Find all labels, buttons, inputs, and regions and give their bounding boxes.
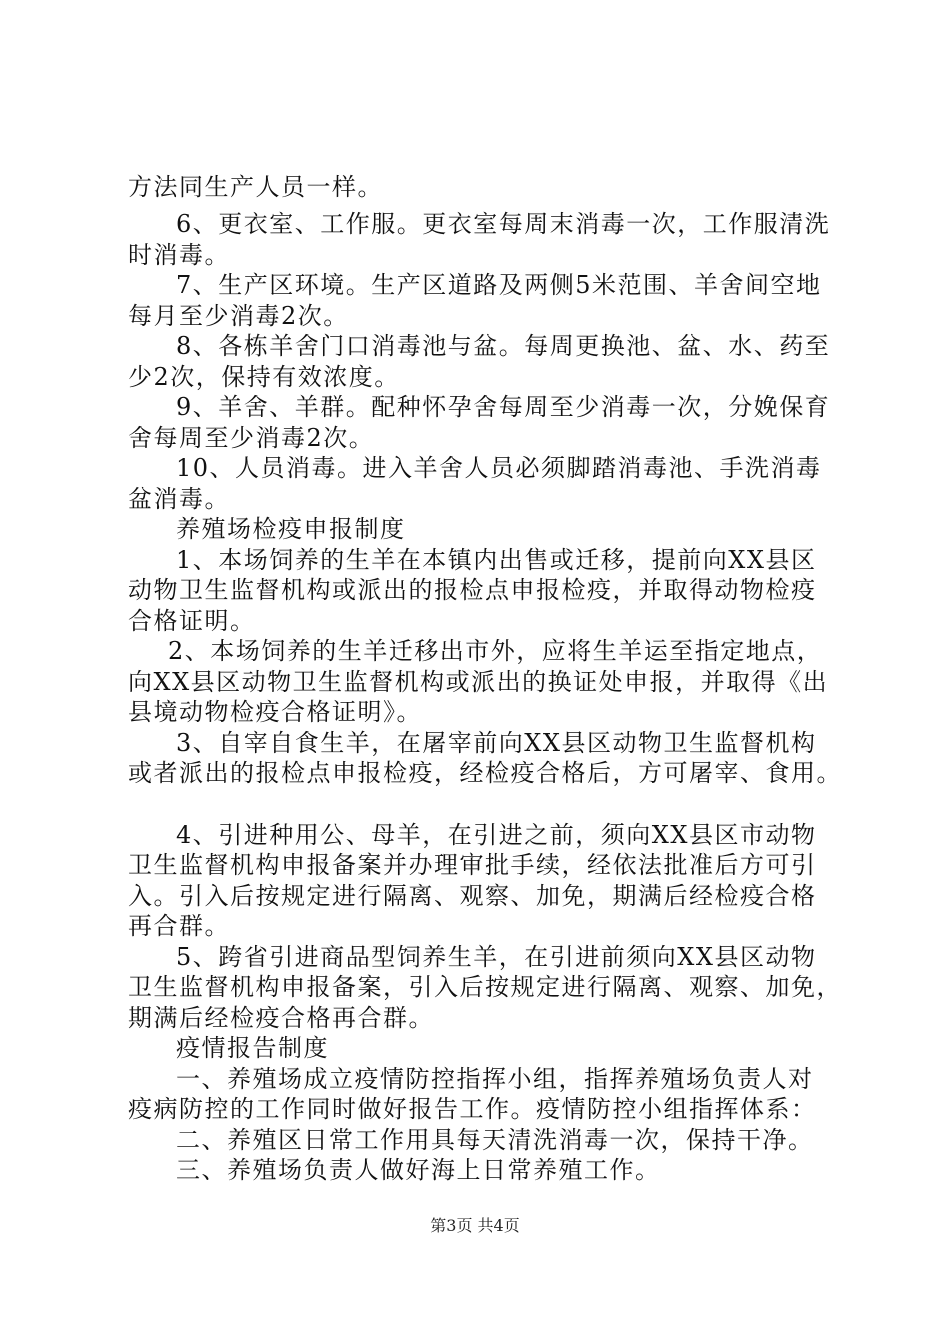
text-line: 2、本场饲养的生羊迁移出市外，应将生羊运至指定地点， [168, 637, 823, 665]
text-line: 盆消毒。 [128, 485, 230, 513]
text-line: 5、跨省引进商品型饲养生羊，在引进前须向XX县区动物 [176, 943, 817, 971]
text-line: 入。引入后按规定进行隔离、观察、加免，期满后经检疫合格 [128, 882, 817, 910]
section-heading: 养殖场检疫申报制度 [176, 515, 406, 543]
text-line: 合格证明。 [128, 607, 256, 635]
text-line: 舍每周至少消毒2次。 [128, 424, 375, 452]
text-line: 8、各栋羊舍门口消毒池与盆。每周更换池、盆、水、药至 [176, 332, 831, 360]
text-line: 每月至少消毒2次。 [128, 302, 349, 330]
text-line: 1、本场饲养的生羊在本镇内出售或迁移，提前向XX县区 [176, 546, 817, 574]
text-line: 向XX县区动物卫生监督机构或派出的换证处申报，并取得《出 [128, 668, 829, 696]
section-heading: 疫情报告制度 [176, 1034, 329, 1062]
text-line: 3、自宰自食生羊，在屠宰前向XX县区动物卫生监督机构 [176, 729, 817, 757]
text-line: 少2次，保持有效浓度。 [128, 363, 400, 391]
text-line: 动物卫生监督机构或派出的报检点申报检疫，并取得动物检疫 [128, 576, 817, 604]
text-line: 10、人员消毒。进入羊舍人员必须脚踏消毒池、手洗消毒 [176, 454, 822, 482]
text-line: 县境动物检疫合格证明》。 [128, 698, 422, 726]
text-line: 疫病防控的工作同时做好报告工作。疫情防控小组指挥体系： [128, 1095, 817, 1123]
text-line: 一、养殖场成立疫情防控指挥小组，指挥养殖场负责人对 [176, 1065, 814, 1093]
text-line: 6、更衣室、工作服。更衣室每周末消毒一次，工作服清洗 [176, 210, 831, 238]
text-line: 三、养殖场负责人做好海上日常养殖工作。 [176, 1156, 661, 1184]
text-line: 方法同生产人员一样。 [128, 173, 383, 201]
text-line: 卫生监督机构申报备案，引入后按规定进行隔离、观察、加免， [128, 973, 842, 1001]
text-line: 9、羊舍、羊群。配种怀孕舍每周至少消毒一次，分娩保育 [176, 393, 831, 421]
text-line: 卫生监督机构申报备案并办理审批手续，经依法批准后方可引 [128, 851, 817, 879]
text-line: 再合群。 [128, 912, 230, 940]
text-line: 或者派出的报检点申报检疫，经检疫合格后，方可屠宰、食用。 [128, 759, 842, 787]
text-line: 4、引进种用公、母羊，在引进之前，须向XX县区市动物 [176, 821, 817, 849]
text-line: 期满后经检疫合格再合群。 [128, 1004, 434, 1032]
text-line: 7、生产区环境。生产区道路及两侧5米范围、羊舍间空地 [176, 271, 822, 299]
text-line: 时消毒。 [128, 241, 230, 269]
text-line: 二、养殖区日常工作用具每天清洗消毒一次，保持干净。 [176, 1126, 814, 1154]
page-footer: 第3页 共4页 [430, 1216, 520, 1235]
